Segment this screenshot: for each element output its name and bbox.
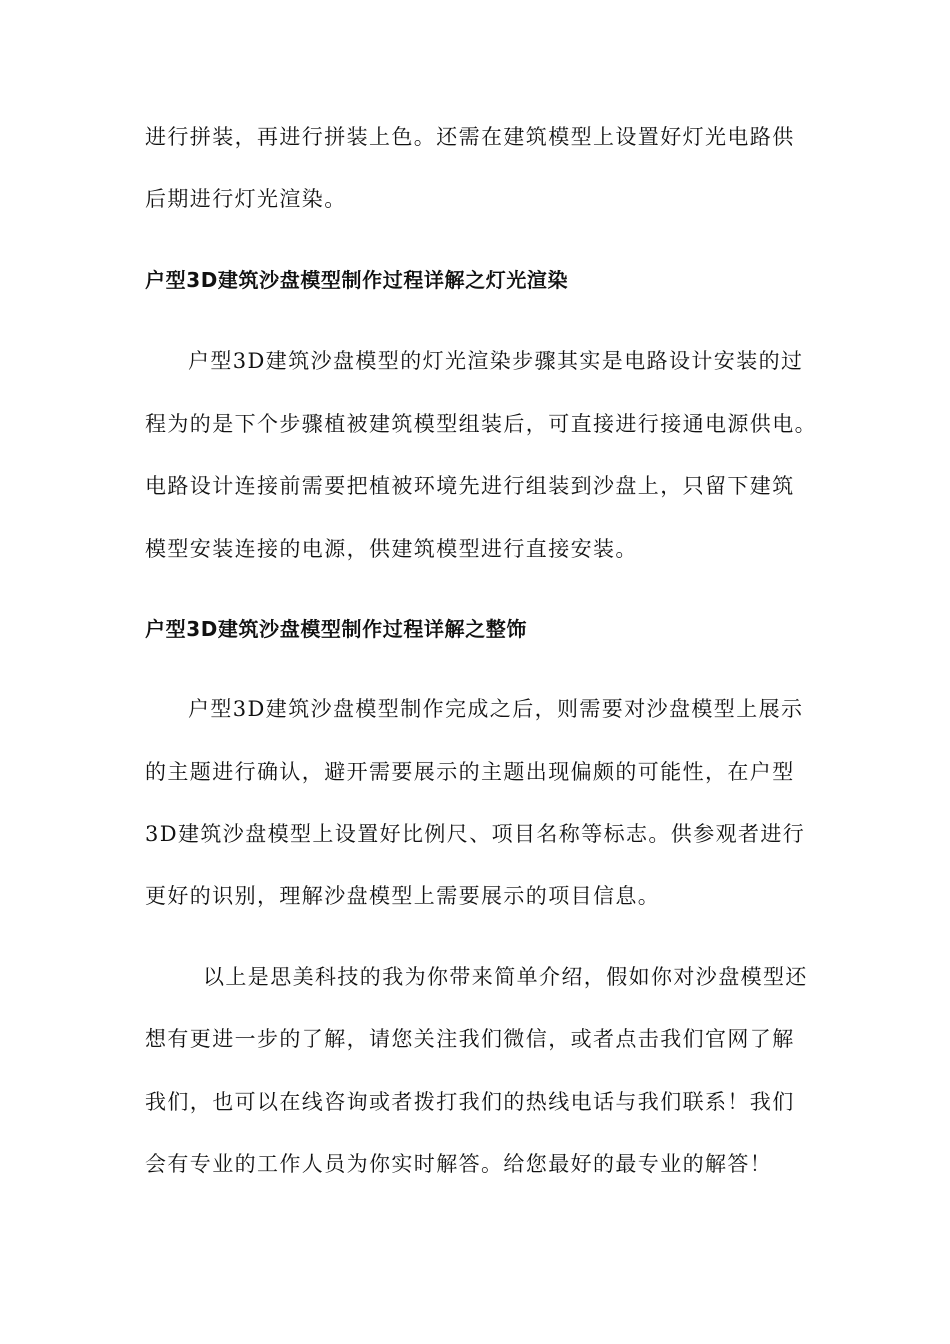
closing-line: 我们，也可以在线咨询或者拨打我们的热线电话与我们联系！我们 xyxy=(145,1090,795,1114)
intro-line: 后期进行灯光渲染。 xyxy=(145,187,347,211)
closing-line: 会有专业的工作人员为你实时解答。给您最好的最专业的解答！ xyxy=(145,1152,773,1176)
paragraph-line: 户型3D建筑沙盘模型的灯光渲染步骤其实是电路设计安装的过 xyxy=(188,349,804,373)
paragraph-line: 户型3D建筑沙盘模型制作完成之后，则需要对沙盘模型上展示 xyxy=(188,697,804,721)
closing-line: 想有更进一步的了解，请您关注我们微信，或者点击我们官网了解 xyxy=(145,1027,795,1051)
closing-line: 以上是思美科技的我为你带来简单介绍，假如你对沙盘模型还 xyxy=(203,965,808,989)
paragraph-line: 更好的识别，理解沙盘模型上需要展示的项目信息。 xyxy=(145,884,661,908)
section-heading-finishing: 户型3D建筑沙盘模型制作过程详解之整饰 xyxy=(145,617,527,641)
paragraph-line: 模型安装连接的电源，供建筑模型进行直接安装。 xyxy=(145,537,638,561)
paragraph-line: 的主题进行确认，避开需要展示的主题出现偏颇的可能性，在户型 xyxy=(145,760,795,784)
paragraph-line: 程为的是下个步骤植被建筑模型组装后，可直接进行接通电源供电。 xyxy=(145,412,817,436)
paragraph-line: 电路设计连接前需要把植被环境先进行组装到沙盘上，只留下建筑 xyxy=(145,474,795,498)
intro-line: 进行拼装，再进行拼装上色。还需在建筑模型上设置好灯光电路供 xyxy=(145,125,795,149)
paragraph-line: 3D建筑沙盘模型上设置好比例尺、项目名称等标志。供参观者进行 xyxy=(145,822,806,846)
section-heading-lighting: 户型3D建筑沙盘模型制作过程详解之灯光渲染 xyxy=(145,268,569,292)
